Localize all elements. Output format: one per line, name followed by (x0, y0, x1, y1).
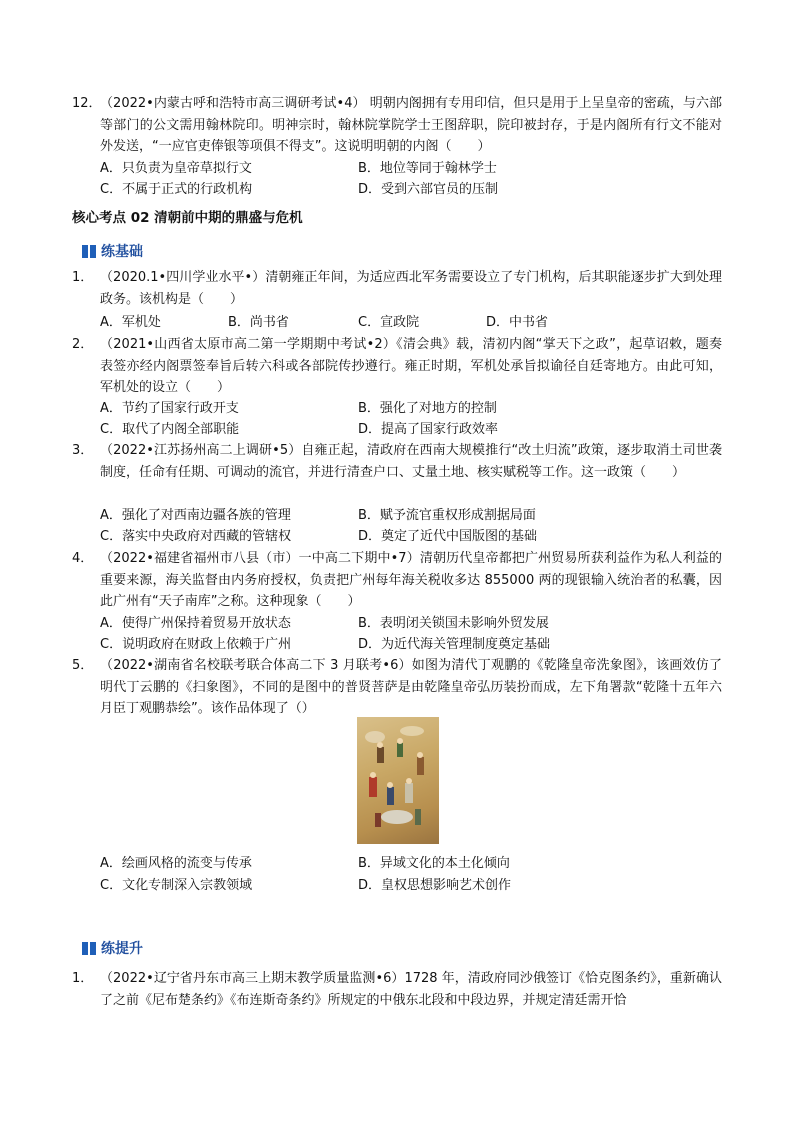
option-c: C．取代了内阁全部职能 (100, 422, 240, 437)
subheading-label: 练基础 (101, 244, 143, 260)
question-number: 1． (72, 971, 94, 986)
option-b: B．表明闭关锁国未影响外贸发展 (358, 616, 549, 631)
basic-question-2 (72, 334, 722, 399)
question-number: 1． (72, 270, 94, 285)
question-number: 4． (72, 551, 94, 566)
advance-question-1 (72, 968, 722, 1011)
basic-question-1 (72, 267, 722, 310)
question-stem: （2020.1•四川学业水平•）清朝雍正年间，为适应西北军务需要设立了专门机构，后其职能逐步扩大到处理政务。该机构是（ ） (100, 270, 722, 307)
option-a: A．只负责为皇帝草拟行文 (100, 161, 252, 176)
question-number: 5． (72, 658, 94, 673)
question-number: 12． (72, 96, 102, 111)
question-stem: （2022•福建省福州市八县（市）一中高二下期中•7）清朝历代皇帝都把广州贸易所获利益作为私人利益的重要来源，海关监督由内务府授权，负责把广州每年海关税收多达 855000 两的现银输入统治者的私囊，因此广州有“天子南库”之称。这种现象（ ） (100, 551, 722, 609)
option-c: C．宣政院 (358, 315, 420, 330)
basic-question-5 (72, 655, 722, 720)
option-d: D．受到六部官员的压制 (358, 182, 499, 197)
question-stem: （2022•内蒙古呼和浩特市高三调研考试•4） 明朝内阁拥有专用印信，但只是用于上呈皇帝的密疏，与六部等部门的公文需用翰林院印。明神宗时，翰林院掌院学士王图辞职，院印被封存，于是内阁所有行文不能对外发送，“一应官吏俸银等项俱不得支”。这说明明朝的内阁（ ） (100, 96, 722, 154)
subheading-basic (82, 241, 143, 261)
option-b: B．异域文化的本土化倾向 (358, 856, 510, 871)
option-c: C．不属于正式的行政机构 (100, 182, 253, 197)
section-title: 核心考点 02 清朝前中期的鼎盛与危机 (72, 210, 303, 226)
option-a: A．节约了国家行政开支 (100, 401, 239, 416)
basic-question-4 (72, 548, 722, 613)
option-c: C．落实中央政府对西藏的管辖权 (100, 529, 292, 544)
book-icon (82, 942, 96, 955)
option-b: B．赋予流官重权形成割据局面 (358, 508, 536, 523)
option-b: B．地位等同于翰林学士 (358, 161, 497, 176)
subheading-advance (82, 938, 143, 958)
option-a: A．军机处 (100, 315, 161, 330)
painting-figures (357, 717, 439, 844)
option-b: B．强化了对地方的控制 (358, 401, 497, 416)
qianlong-painting-image (357, 717, 439, 844)
option-a: A．使得广州保持着贸易开放状态 (100, 616, 291, 631)
question-stem: （2022•江苏扬州高二上调研•5）自雍正起，清政府在西南大规模推行“改土归流”政策，逐步取消土司世袭制度，任命有任期、可调动的流官，并进行清查户口、丈量土地、核实赋税等工作。这一政策（ ） (100, 443, 722, 480)
question-stem: （2022•湖南省名校联考联合体高二下 3 月联考•6）如图为清代丁观鹏的《乾隆皇帝洗象图》，该画效仿了明代丁云鹏的《扫象图》，不同的是图中的普贤菩萨是由乾隆皇帝弘历装扮而成，左下角署款“乾隆十五年六月臣丁观鹏恭绘”。该作品体现了（） (100, 658, 722, 716)
option-c: C．说明政府在财政上依赖于广州 (100, 637, 292, 652)
option-d: D．奠定了近代中国版图的基础 (358, 529, 538, 544)
basic-question-3 (72, 440, 722, 483)
question-12 (72, 93, 722, 158)
subheading-label: 练提升 (101, 941, 143, 957)
option-b: B．尚书省 (228, 315, 289, 330)
option-d: D．皇权思想影响艺术创作 (358, 878, 512, 893)
option-d: D．中书省 (486, 315, 549, 330)
option-a: A．强化了对西南边疆各族的管理 (100, 508, 291, 523)
question-stem: （2021•山西省太原市高二第一学期期中考试•2）《清会典》载，清初内阁“掌天下之政”，起草诏敕，题奏表签亦经内阁票签奉旨后转六科或各部院传抄遵行。雍正时期，军机处承旨拟谕径自廷寄地方。由此可知，军机处的设立（ ） (100, 337, 722, 395)
option-d: D．提高了国家行政效率 (358, 422, 499, 437)
question-number: 3． (72, 443, 94, 458)
question-stem: （2022•辽宁省丹东市高三上期末教学质量监测•6）1728 年，清政府同沙俄签订《恰克图条约》，重新确认了之前《尼布楚条约》《布连斯奇条约》所规定的中俄东北段和中段边界，并规定清廷需开恰 (100, 971, 722, 1008)
option-a: A．绘画风格的流变与传承 (100, 856, 252, 871)
book-icon (82, 245, 96, 258)
option-c: C．文化专制深入宗教领域 (100, 878, 253, 893)
question-number: 2． (72, 337, 94, 352)
option-d: D．为近代海关管理制度奠定基础 (358, 637, 551, 652)
